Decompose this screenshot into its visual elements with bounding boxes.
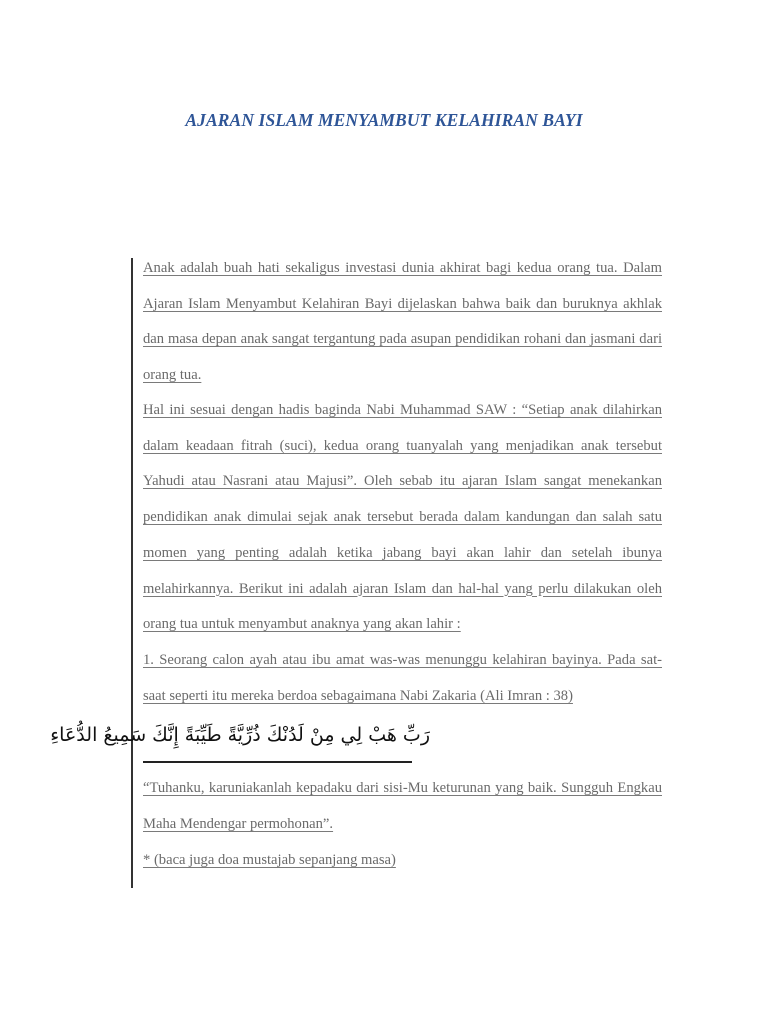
left-margin-rule <box>131 258 133 888</box>
paragraph-step-1: 1. Seorang calon ayah atau ibu amat was-was menunggu kelahiran bayinya. Pada sat-saat seperti itu mereka berdoa sebagaimana Nabi Zakaria (Ali Imran : 38) <box>143 652 662 704</box>
paragraph-intro: Anak adalah buah hati sekaligus investasi dunia akhirat bagi kedua orang tua. Dalam Ajaran Islam Menyambut Kelahiran Bayi dijelaskan bahwa baik dan buruknya akhlak dan masa depan anak sangat tergantung pada asupan pendidikan rohani dan jasmani dari orang tua. <box>143 260 662 384</box>
see-also-link[interactable]: * (baca juga doa mustajab sepanjang masa) <box>143 852 396 868</box>
document-title: AJARAN ISLAM MENYAMBUT KELAHIRAN BAYI <box>185 110 583 130</box>
verse-translation: “Tuhanku, karuniakanlah kepadaku dari sisi-Mu keturunan yang baik. Sungguh Engkau Maha Mendengar permohonan”. <box>143 780 662 832</box>
arabic-verse-underline <box>143 761 412 763</box>
paragraph-hadith: Hal ini sesuai dengan hadis baginda Nabi Muhammad SAW : “Setiap anak dilahirkan dalam keadaan fitrah (suci), kedua orang tuanyalah yang menjadikan anak tersebut Yahudi atau Nasrani atau Majusi”. Oleh sebab itu ajaran Islam sangat menekankan pendidikan anak dimulai sejak anak tersebut berada dalam kandungan dan salah satu momen yang penting adalah ketika jabang bayi akan lahir dan setelah ibunya melahirkannya. Berikut ini adalah ajaran Islam dan hal-hal yang perlu dilakukan oleh orang tua untuk menyambut anaknya yang akan lahir : <box>143 402 662 633</box>
arabic-verse-image: رَبِّ هَبْ لِي مِنْ لَدُنْكَ ذُرِّيَّةً طَيِّبَةً إِنَّكَ سَمِيعُ الدُّعَاءِ <box>50 724 430 746</box>
